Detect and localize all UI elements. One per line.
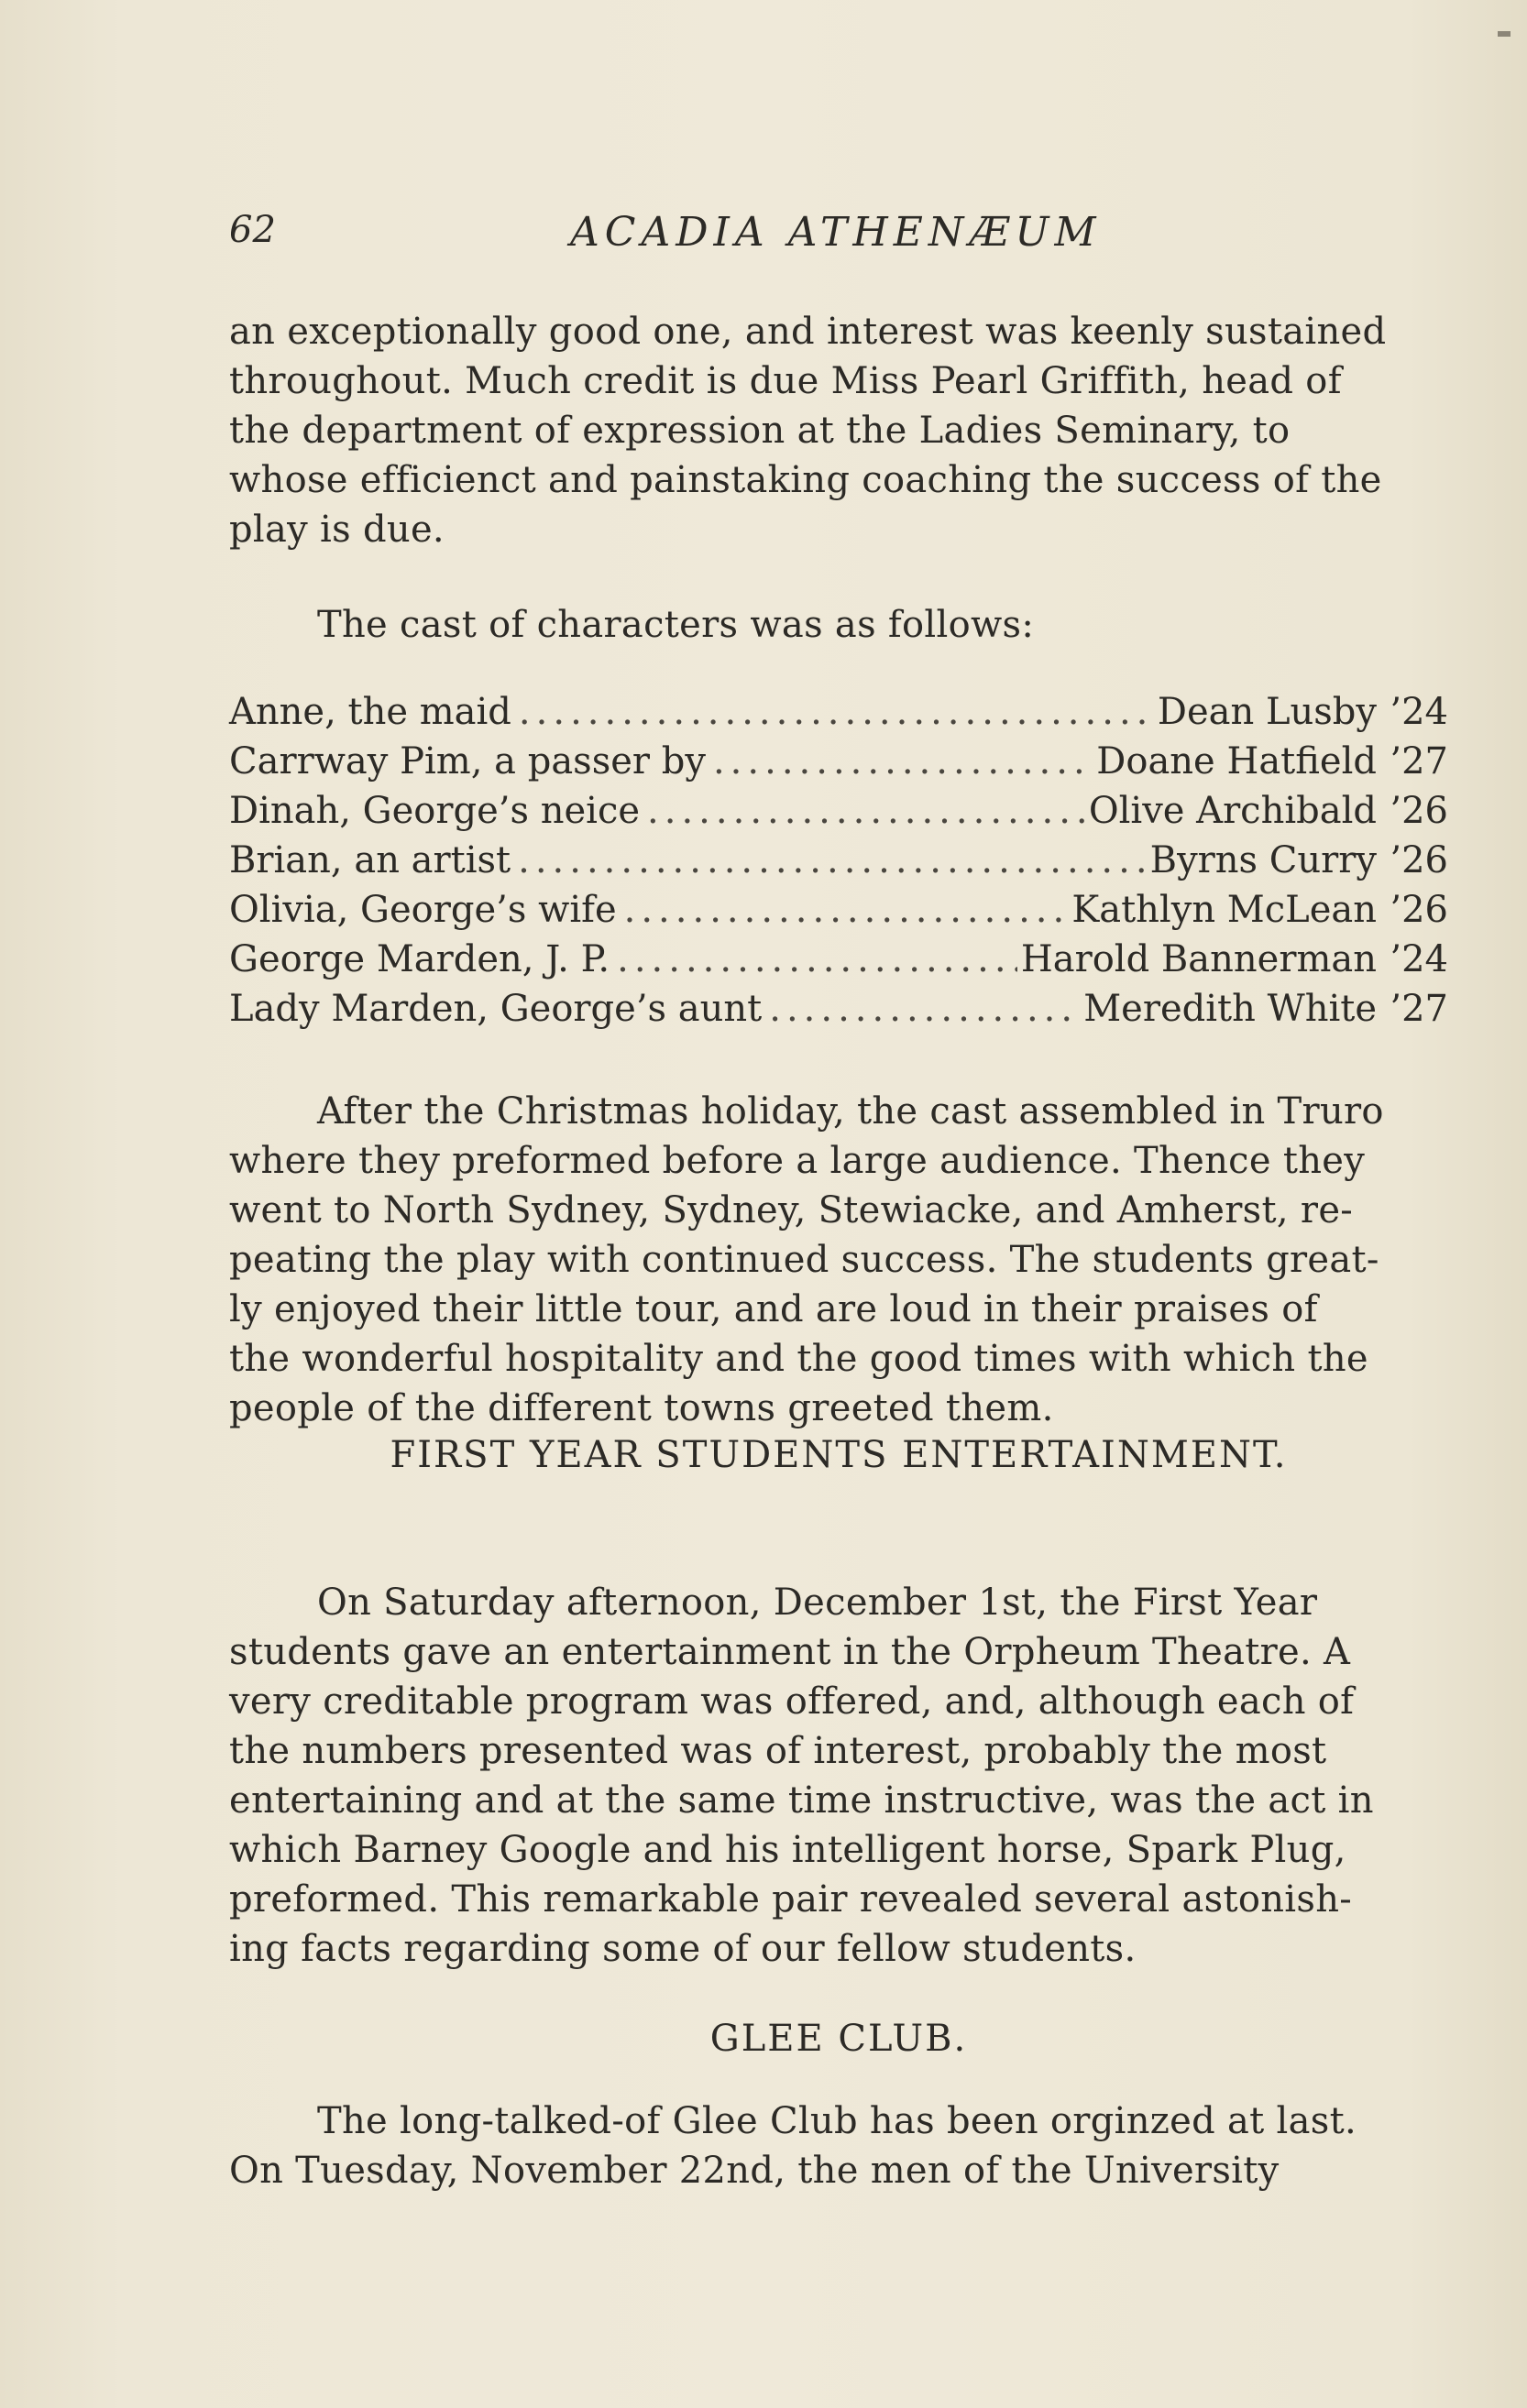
journal-title: ACADIA ATHENÆUM — [570, 209, 1102, 256]
cast-year: ’26 — [1390, 889, 1448, 931]
text-line: ly enjoyed their little tour, and are loud in their praises of — [229, 1288, 1318, 1330]
text-line: peating the play with continued success. The students great- — [229, 1239, 1379, 1281]
text-line: an exceptionally good one, and interest was keenly sustained — [229, 311, 1387, 353]
text-line: the wonderful hospitality and the good times with which the — [229, 1338, 1368, 1380]
first-year-paragraph — [229, 1578, 1448, 1974]
cast-intro: The cast of characters was as follows: — [317, 604, 1035, 646]
cast-actor: Olive Archibald — [1088, 790, 1377, 832]
cast-entry — [229, 740, 1448, 790]
page-edge-mark — [1498, 31, 1511, 37]
text-line: On Tuesday, November 22nd, the men of the University — [229, 2150, 1280, 2192]
section-heading-first-year: FIRST YEAR STUDENTS ENTERTAINMENT. — [390, 1434, 1288, 1476]
text-line: people of the different towns greeted them. — [229, 1387, 1054, 1429]
dot-leader — [713, 740, 1093, 783]
dot-leader — [624, 889, 1069, 931]
cast-year: ’27 — [1390, 740, 1448, 783]
cast-year: ’27 — [1390, 988, 1448, 1030]
dot-leader — [519, 691, 1154, 733]
cast-role: Carrway Pim, a passer by — [229, 740, 706, 783]
cast-list — [229, 691, 1448, 1037]
cast-role: Anne, the maid — [229, 691, 511, 733]
text-line: ing facts regarding some of our fellow students. — [229, 1928, 1137, 1970]
text-line: entertaining and at the same time instructive, was the act in — [229, 1779, 1374, 1822]
text-line: whose efficienct and painstaking coaching the success of the — [229, 459, 1382, 501]
cast-actor: Meredith White — [1083, 988, 1377, 1030]
cast-year: ’26 — [1390, 839, 1448, 881]
cast-entry — [229, 691, 1448, 740]
glee-club-paragraph — [229, 2096, 1448, 2195]
tour-paragraph — [229, 1087, 1448, 1433]
text-line: play is due. — [229, 509, 445, 551]
cast-role: George Marden, J. P. — [229, 938, 610, 980]
cast-year: ’24 — [1390, 938, 1448, 980]
text-line: throughout. Much credit is due Miss Pearl Griffith, head of — [229, 360, 1342, 402]
cast-actor: Byrns Curry — [1149, 839, 1377, 881]
text-line: very creditable program was offered, and, although each of — [229, 1680, 1355, 1723]
cast-intro-paragraph — [229, 600, 1448, 650]
cast-entry — [229, 790, 1448, 839]
cast-entry — [229, 889, 1448, 938]
text-line: the numbers presented was of interest, probably the most — [229, 1730, 1327, 1772]
text-line: went to North Sydney, Sydney, Stewiacke, and Amherst, re- — [229, 1189, 1354, 1231]
cast-actor: Harold Bannerman — [1020, 938, 1377, 980]
section-heading-glee-club: GLEE CLUB. — [709, 2018, 968, 2060]
intro-paragraph — [229, 307, 1448, 554]
cast-role: Olivia, George’s wife — [229, 889, 617, 931]
text-line: the department of expression at the Ladies Seminary, to — [229, 410, 1291, 452]
cast-year: ’26 — [1390, 790, 1448, 832]
text-line: students gave an entertainment in the Orpheum Theatre. A — [229, 1631, 1351, 1673]
text-line: After the Christmas holiday, the cast assembled in Truro — [317, 1090, 1384, 1133]
dot-leader — [769, 988, 1080, 1030]
running-head — [229, 209, 1448, 264]
cast-role: Lady Marden, George’s aunt — [229, 988, 763, 1030]
cast-entry — [229, 839, 1448, 889]
cast-entry — [229, 988, 1448, 1037]
text-line: where they preformed before a large audience. Thence they — [229, 1140, 1366, 1182]
text-line: On Saturday afternoon, December 1st, the First Year — [317, 1582, 1318, 1624]
text-line: The long-talked-of Glee Club has been orginzed at last. — [317, 2100, 1357, 2142]
cast-actor: Dean Lusby — [1157, 691, 1377, 733]
cast-entry — [229, 938, 1448, 988]
dot-leader — [647, 790, 1085, 832]
dot-leader — [518, 839, 1147, 881]
dot-leader — [617, 938, 1017, 980]
page-number: 62 — [229, 209, 276, 251]
text-line: which Barney Google and his intelligent horse, Spark Plug, — [229, 1829, 1346, 1871]
cast-role: Brian, an artist — [229, 839, 511, 881]
cast-actor: Doane Hatfield — [1096, 740, 1377, 783]
cast-year: ’24 — [1390, 691, 1448, 733]
text-line: preformed. This remarkable pair revealed several astonish- — [229, 1878, 1353, 1921]
cast-actor: Kathlyn McLean — [1071, 889, 1377, 931]
cast-role: Dinah, George’s neice — [229, 790, 641, 832]
